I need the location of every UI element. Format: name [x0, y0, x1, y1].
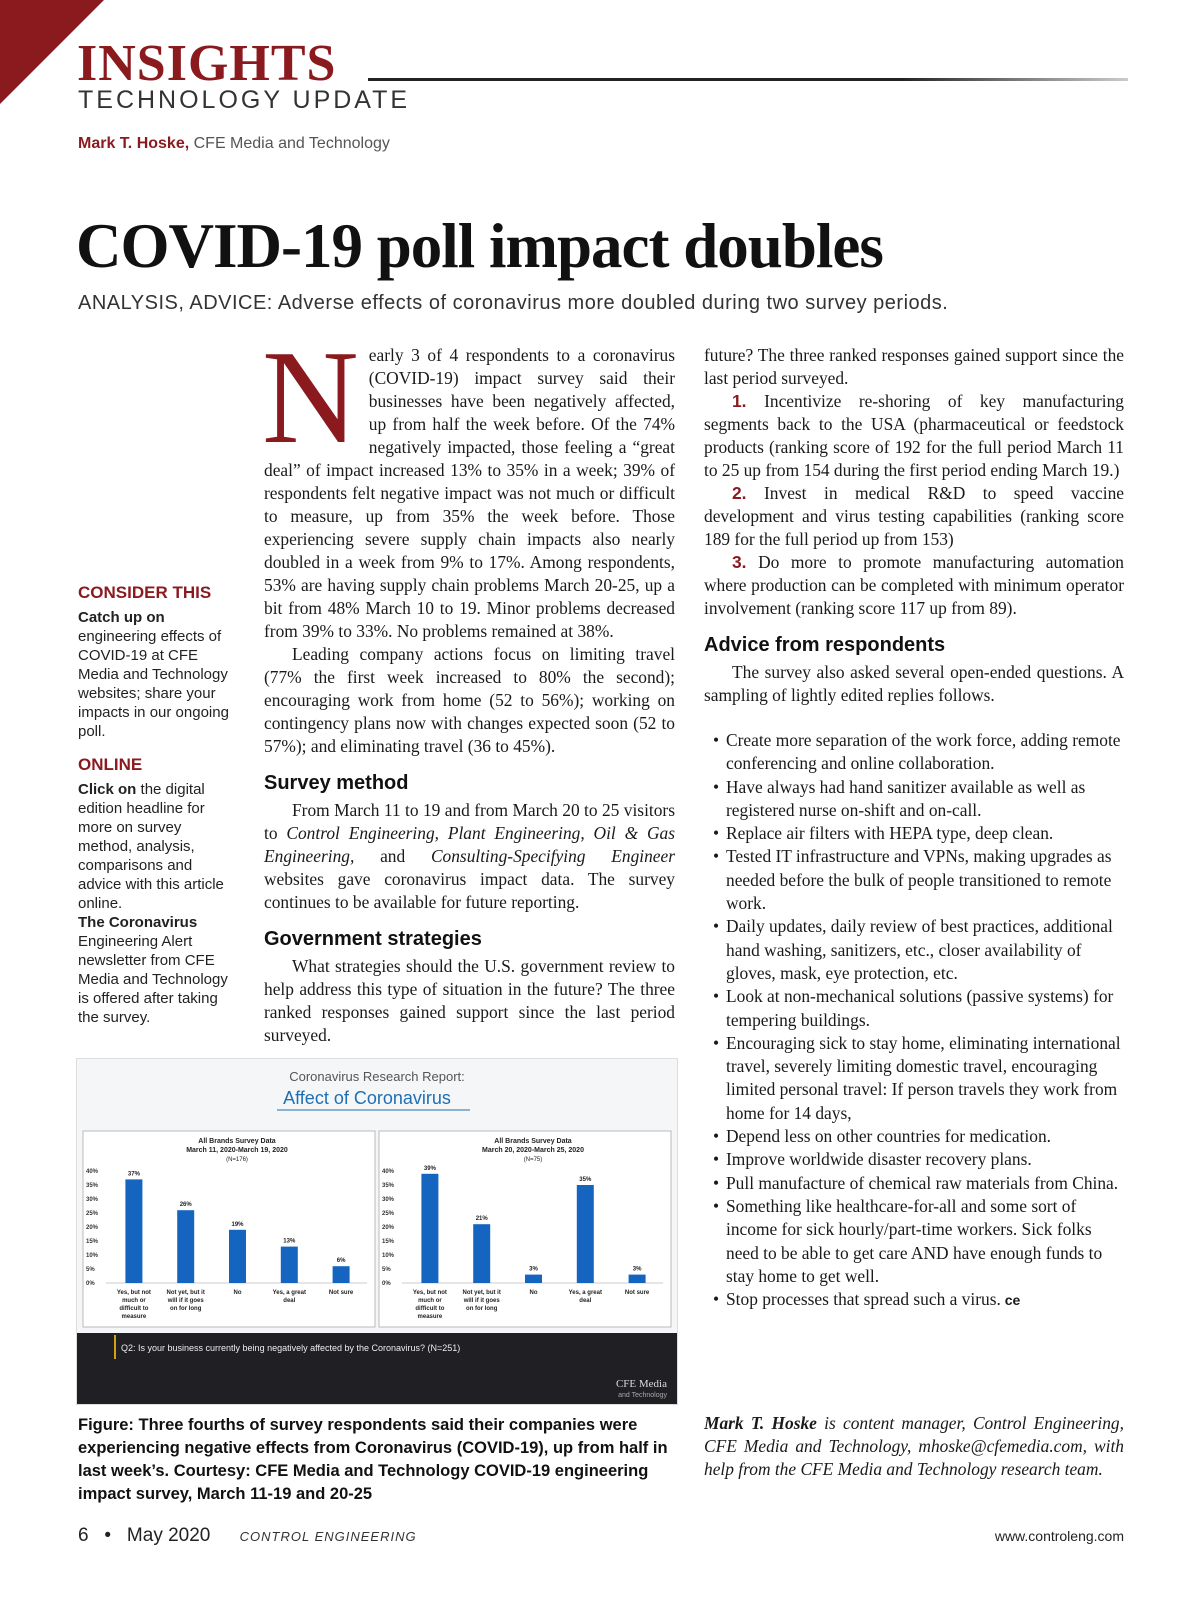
chart-n: (N=75) [523, 1157, 543, 1163]
bar [125, 1179, 142, 1283]
survey-paragraph [264, 799, 675, 914]
survey-text-3: websites gave coronavirus impact data. The survey continues to be available for future reporting. [264, 869, 675, 912]
chart-title: All Brands Survey Data [494, 1138, 572, 1145]
advice-item: • Tested IT infrastructure and VPNs, making upgrades as needed before the bulk of people transitioned to remote work. [726, 845, 1124, 915]
article-column-1 [262, 323, 675, 1045]
chart-n: (N=176) [226, 1157, 248, 1163]
bar-value-label: 26% [179, 1202, 192, 1209]
cfe-logo: CFE Media [615, 1378, 667, 1390]
y-tick-label: 25% [86, 1211, 99, 1217]
x-tick-label: deal [283, 1298, 296, 1304]
cfe-logo-sub: and Technology [618, 1392, 667, 1399]
y-tick-label: 30% [382, 1197, 395, 1203]
x-tick-label: No [233, 1290, 242, 1296]
x-tick-label: Yes, a great [272, 1290, 306, 1296]
figure-caption: Figure: Three fourths of survey respondents said their companies were experiencing negative effects from Coronavirus (COVID-19), up from half in last week’s. Courtesy: CFE Media and Technology COVID-19 engineering impact survey, March 11-19 and 20-25 [78, 1416, 668, 1503]
x-tick-label: Not yet, but it [462, 1290, 501, 1296]
rank-1-number: 1. [732, 391, 747, 411]
consider-heading: CONSIDER THIS [78, 583, 212, 602]
bar [281, 1247, 298, 1283]
bar [577, 1185, 594, 1283]
x-tick-label: deal [579, 1298, 592, 1304]
page-number: 6 [78, 1525, 89, 1546]
bar-value-label: 19% [231, 1221, 244, 1228]
x-tick-label: difficult to [415, 1306, 445, 1312]
x-tick-label: much or [418, 1298, 442, 1304]
x-tick-label: Not sure [328, 1290, 354, 1296]
x-tick-label: difficult to [119, 1306, 149, 1312]
y-tick-label: 0% [86, 1281, 95, 1287]
advice-item: • Pull manufacture of chemical raw materials from China. [726, 1172, 1124, 1195]
y-tick-label: 15% [86, 1239, 99, 1245]
report-label: Coronavirus Research Report: [289, 1069, 465, 1084]
section-subtitle: TECHNOLOGY UPDATE [78, 86, 411, 114]
bar [525, 1275, 542, 1283]
gov-heading: Government strategies [264, 928, 482, 950]
drop-cap: N [262, 323, 359, 471]
bar [333, 1266, 350, 1283]
bar [229, 1230, 246, 1283]
bar-value-label: 13% [283, 1238, 296, 1245]
advice-item: • Look at non-mechanical solutions (passive systems) for tempering buildings. [726, 985, 1124, 1032]
advice-item: • Improve worldwide disaster recovery plans. [726, 1148, 1124, 1171]
x-tick-label: Yes, a great [568, 1290, 602, 1296]
online-bold: Click on [78, 781, 137, 798]
survey-chart [77, 1059, 677, 1404]
x-tick-label: Yes, but not [116, 1290, 151, 1296]
survey-pub-1: Control Engineering, Plant Engineering, Oil & Gas Engineering, [264, 823, 675, 866]
bio-name: Mark T. Hoske [704, 1413, 817, 1433]
y-tick-label: 30% [86, 1197, 99, 1203]
y-tick-label: 20% [86, 1225, 99, 1231]
bar [421, 1174, 438, 1283]
advice-item: • Depend less on other countries for medication. [726, 1125, 1124, 1148]
chart-title: All Brands Survey Data [198, 1138, 276, 1145]
advice-item: • Replace air filters with HEPA type, deep clean. [726, 822, 1124, 845]
footer-url[interactable]: www.controleng.com [994, 1528, 1124, 1544]
online-bold-2: The Coronavirus [78, 914, 198, 931]
advice-intro: The survey also asked several open-ended questions. A sampling of lightly edited replies follows. [704, 662, 1124, 705]
footer-separator: • [104, 1525, 112, 1546]
advice-item: • Daily updates, daily review of best practices, additional hand washing, sanitizers, etc., closer availability of gloves, mask, eye protection, etc. [726, 915, 1124, 985]
bar-value-label: 21% [475, 1216, 488, 1223]
bar-value-label: 6% [336, 1258, 346, 1265]
online-text [78, 780, 238, 1027]
online-body: the digital edition headline for more on survey method, analysis, comparisons and advice with this article online. [78, 781, 224, 912]
bio-text-2: , CFE Media and Technology, mhoske@cfemedia.com, with help from the CFE Media and Technology research team. [704, 1413, 1124, 1479]
consider-text [78, 608, 238, 741]
x-tick-label: Not sure [624, 1290, 650, 1296]
intro-text: early 3 of 4 respondents to a coronavirus (COVID-19) impact survey said their businesses have been negatively affected, up from half the week before. Of the 74% negatively impacted, those feeling a “great deal” of impact increased 13% to 35% in a week; 39% of respondents felt negative impact was not much or difficult to measure, up from 35% the week before. Those experiencing severe supply chain impacts also nearly doubled in a week from 9% to 17%. Among respondents, 53% are having supply chain problems March 20-25, up a bit from 48% March 10 to 19. Minor problems decreased from 39% to 33%. No problems remained at 38%. [264, 345, 675, 641]
x-tick-label: No [529, 1290, 538, 1296]
y-tick-label: 40% [86, 1169, 99, 1175]
y-tick-label: 10% [86, 1253, 99, 1259]
advice-list [704, 729, 1124, 1312]
advice-item: • Encouraging sick to stay home, eliminating international travel, severely limiting domestic travel, encouraging limited personal travel: If person travels they work from home for 14 days, [726, 1032, 1124, 1125]
x-tick-label: on for long [466, 1306, 498, 1312]
x-tick-label: will if it goes [167, 1298, 204, 1304]
publication-name: CONTROL ENGINEERING [239, 1529, 417, 1544]
author-bio [704, 1412, 1124, 1481]
report-title: Affect of Coronavirus [283, 1088, 451, 1108]
bar-value-label: 37% [127, 1171, 140, 1178]
author-name: Mark T. Hoske, [78, 135, 190, 152]
x-tick-label: measure [417, 1314, 443, 1320]
y-tick-label: 15% [382, 1239, 395, 1245]
gov-paragraph: What strategies should the U.S. government review to help address this type of situation in the future? The three ranked responses gained support since the last period surveyed. [264, 956, 675, 1045]
chart-subtitle: March 20, 2020-March 25, 2020 [482, 1147, 584, 1154]
rank-2-number: 2. [732, 483, 747, 503]
rank-3-number: 3. [732, 552, 747, 572]
online-body-2: Engineering Alert newsletter from CFE Media and Technology is offered after taking the survey. [78, 933, 228, 1026]
rank-2 [704, 482, 1124, 551]
y-tick-label: 10% [382, 1253, 395, 1259]
header-rule [368, 78, 1128, 81]
bar [473, 1224, 490, 1283]
y-tick-label: 20% [382, 1225, 395, 1231]
bar-value-label: 3% [529, 1266, 538, 1273]
bio-text: is content manager, [816, 1413, 973, 1433]
advice-item: • Create more separation of the work force, adding remote conferencing and online collaboration. [726, 729, 1124, 776]
bar-value-label: 35% [579, 1177, 592, 1183]
survey-heading: Survey method [264, 772, 409, 794]
sidebar [78, 583, 238, 1041]
intro-paragraph [262, 323, 675, 643]
bar [177, 1210, 194, 1283]
advice-item: • Something like healthcare-for-all and some sort of income for sick hourly/part-time workers. Sick folks need to be able to get care AND have enough funds to stay home to get well. [726, 1195, 1124, 1288]
y-tick-label: 5% [382, 1267, 391, 1273]
advice-item: • Stop processes that spread such a virus. ce [726, 1288, 1124, 1312]
y-tick-label: 35% [86, 1183, 99, 1189]
x-tick-label: much or [122, 1298, 146, 1304]
y-tick-label: 40% [382, 1169, 395, 1175]
online-heading: ONLINE [78, 755, 143, 774]
chart-subtitle: March 11, 2020-March 19, 2020 [186, 1147, 288, 1154]
x-tick-label: Not yet, but it [166, 1290, 205, 1296]
y-tick-label: 0% [382, 1281, 391, 1287]
gov-paragraph-cont: future? The three ranked responses gained support since the last period surveyed. [704, 345, 1124, 388]
footer-left [78, 1525, 417, 1547]
rank-1-text: Incentivize re-shoring of key manufacturing segments back to the USA (pharmaceutical or feedstock products (ranking score of 192 for the full period March 11 to 25 up from 154 during the first period ending March 19.) [704, 391, 1124, 480]
article-deck: ANALYSIS, ADVICE: Adverse effects of coronavirus more doubled during two survey periods. [78, 292, 949, 314]
article-headline: COVID-19 poll impact doubles [76, 211, 883, 281]
rank-3 [704, 551, 1124, 620]
bio-pub: Control Engineering [972, 1413, 1120, 1433]
byline [78, 135, 390, 153]
advice-item: • Have always had hand sanitizer available as well as registered nurse on-shift and on-call. [726, 776, 1124, 823]
bar-value-label: 39% [423, 1165, 436, 1172]
rank-3-text: Do more to promote manufacturing automation where production can be completed with minimum operator involvement (ranking score 117 up from 89). [704, 552, 1124, 618]
x-tick-label: on for long [170, 1306, 202, 1312]
bar-value-label: 3% [632, 1266, 642, 1273]
bar [629, 1275, 646, 1283]
x-tick-label: Yes, but not [412, 1290, 447, 1296]
end-mark: ce [1000, 1292, 1021, 1309]
rank-1 [704, 390, 1124, 482]
survey-question: Q2: Is your business currently being negatively affected by the Coronavirus? (N=251) [121, 1343, 461, 1353]
y-tick-label: 5% [86, 1267, 95, 1273]
consider-body: engineering effects of COVID-19 at CFE Media and Technology websites; share your impacts in our ongoing poll. [78, 628, 229, 740]
consider-bold: Catch up on [78, 609, 165, 626]
author-org: CFE Media and Technology [193, 135, 390, 152]
issue-date: May 2020 [126, 1525, 211, 1546]
survey-figure [76, 1058, 678, 1405]
y-tick-label: 35% [382, 1183, 395, 1189]
paragraph-2: Leading company actions focus on limiting travel (77% the first week increased to 80% the second); encouraging work from home (52 to 56%); working on contingency plans now with changes expected soon (52 to 57%); and eliminating travel (36 to 45%). [264, 644, 675, 756]
survey-text-2: and [354, 846, 431, 866]
x-tick-label: will if it goes [463, 1298, 500, 1304]
y-tick-label: 25% [382, 1211, 395, 1217]
survey-pub-2: Consulting-Specifying Engineer [430, 846, 675, 866]
article-column-2 [704, 344, 1124, 1312]
survey-text-1: From March 11 to 19 and from March 20 to 25 visitors to [264, 800, 675, 843]
section-title: INSIGHTS [77, 35, 337, 92]
x-tick-label: measure [121, 1314, 147, 1320]
advice-heading: Advice from respondents [704, 634, 946, 656]
rank-2-text: Invest in medical R&D to speed vaccine development and virus testing capabilities (ranking score 189 for the full period up from 153) [704, 483, 1124, 549]
